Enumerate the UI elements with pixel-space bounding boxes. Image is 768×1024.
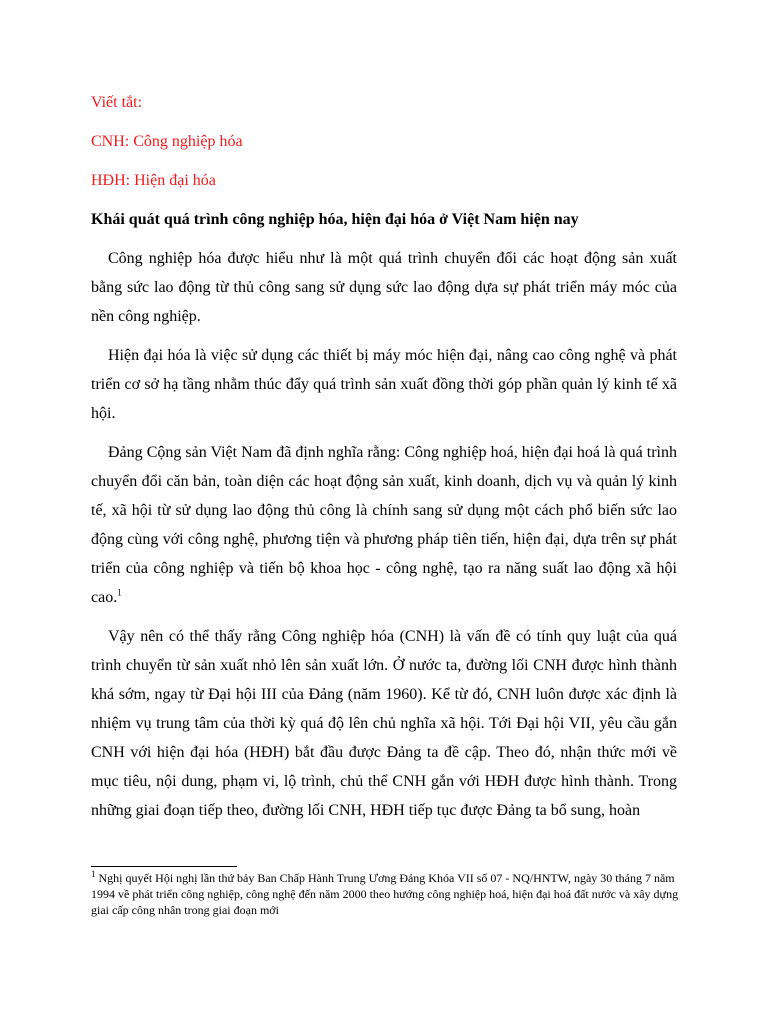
abbreviation-cnh: CNH: Công nghiệp hóa [91, 133, 243, 150]
section-heading: Khái quát quá trình công nghiệp hóa, hiện đại hóa ở Việt Nam hiện nay [91, 211, 579, 228]
footnote-marker: 1 [91, 869, 96, 879]
paragraph-3-text: Đảng Cộng sản Việt Nam đã định nghĩa rằng: Công nghiệp hoá, hiện đại hoá là quá trình chuyển đổi căn bản, toàn diện các hoạt động sản xuất, kinh doanh, dịch vụ và quản lý kinh tế, xã hội từ sử dụng lao động thủ công là chính sang sử dụng một cách phổ biến sức lao động cùng với công nghệ, phương tiện và phương pháp tiên tiến, hiện đại, dựa trên sự phát triển của công nghiệp và tiến bộ khoa học - công nghệ, tạo ra năng suất lao động xã hội cao. [91, 444, 677, 606]
paragraph-1: Công nghiệp hóa được hiểu như là một quá trình chuyển đổi các hoạt động sản xuất bằng sức lao động từ thủ công sang sử dụng sức lao động dựa sự phát triển máy móc của nền công nghiệp. [91, 250, 677, 325]
footnote-1 [91, 870, 691, 918]
footnote-text: Nghị quyết Hội nghị lần thứ bảy Ban Chấp Hành Trung Ương Đảng Khóa VII số 07 - NQ/HNTW, ngày 30 tháng 7 năm 1994 về phát triển công nghiệp, công nghệ đến năm 2000 theo hướng công nghiệp hoá, hiện đại hoá đất nước và xây dựng giai cấp công nhân trong giai đoạn mới [91, 871, 679, 917]
abbreviations-title: Viết tắt: [91, 94, 143, 111]
footnote-area [91, 866, 691, 918]
paragraph-3 [91, 438, 677, 612]
document-page [91, 88, 677, 835]
footnote-divider [91, 866, 237, 867]
abbreviation-hdh: HĐH: Hiện đại hóa [91, 172, 216, 189]
footnote-reference[interactable]: 1 [117, 587, 122, 598]
paragraph-2: Hiện đại hóa là việc sử dụng các thiết bị máy móc hiện đại, nâng cao công nghệ và phát triển cơ sở hạ tầng nhằm thúc đẩy quá trình sản xuất đồng thời góp phần quản lý kinh tế xã hội. [91, 347, 677, 422]
paragraph-4: Vậy nên có thể thấy rằng Công nghiệp hóa (CNH) là vấn đề có tính quy luật của quá trình chuyển từ sản xuất nhỏ lên sản xuất lớn. Ở nước ta, đường lối CNH được hình thành khá sớm, ngay từ Đại hội III của Đảng (năm 1960). Kể từ đó, CNH luôn được xác định là nhiệm vụ trung tâm của thời kỳ quá độ lên chủ nghĩa xã hội. Tới Đại hội VII, yêu cầu gắn CNH với hiện đại hóa (HĐH) bắt đầu được Đảng ta đề cập. Theo đó, nhận thức mới về mục tiêu, nội dung, phạm vi, lộ trình, chủ thể CNH gắn với HĐH được hình thành. Trong những giai đoạn tiếp theo, đường lối CNH, HĐH tiếp tục được Đảng ta bổ sung, hoàn [91, 628, 677, 819]
